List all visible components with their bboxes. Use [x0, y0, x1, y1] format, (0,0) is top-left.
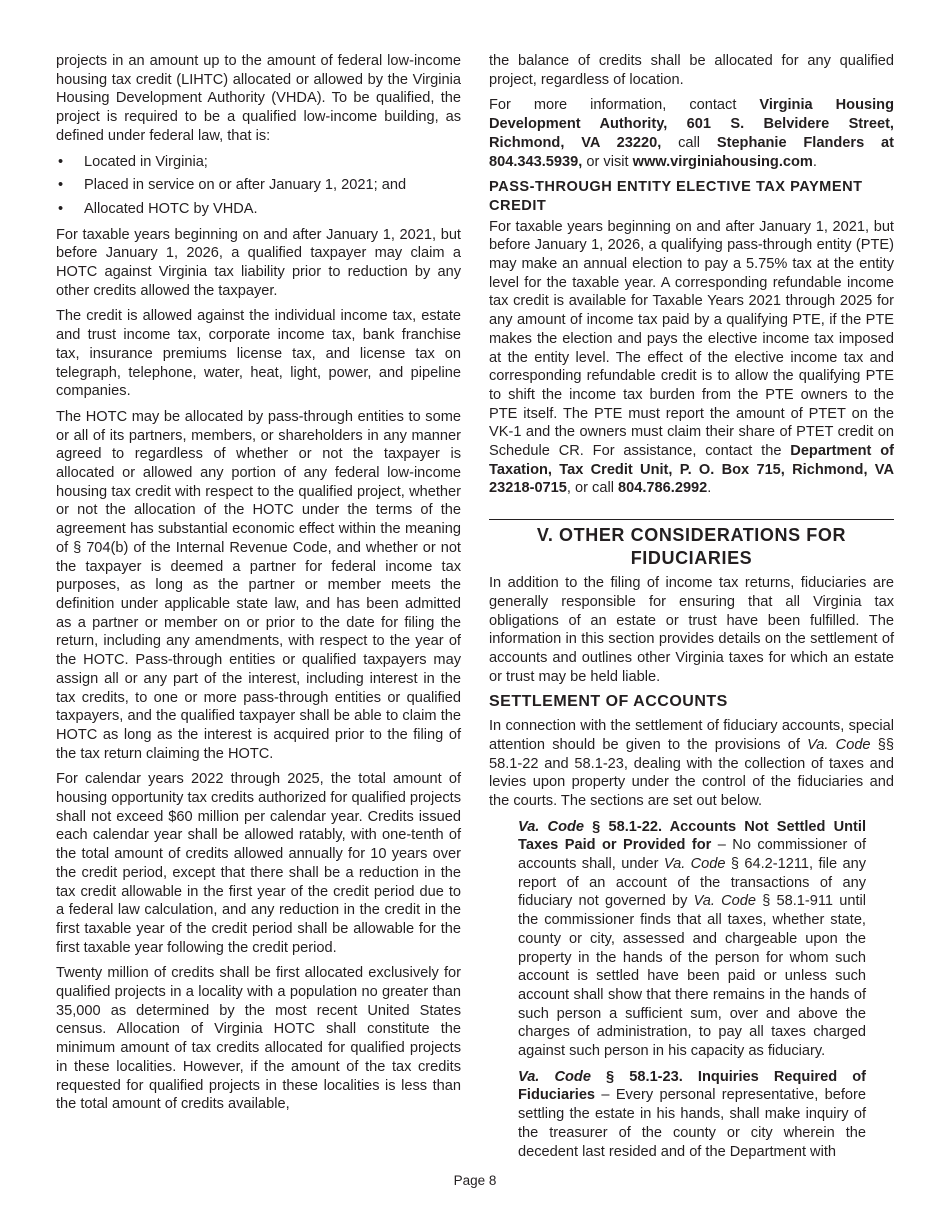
paragraph: For calendar years 2022 through 2025, the total amount of housing opportunity tax credits authorized for qualified projects shall not exceed $60 million per calendar year. Credits issued each calendar year shall be allowed ratably, with one-tenth of the total amount of credits allowed annually for 10 years over the credit period, except that there shall be a reduction in the tax credit allowable in the first year of the credit period due to a federal law calculation, and any reduction in the credit in the first taxable year of the credit period shall be allowable for the first taxable year following the credit period.	[56, 771, 461, 956]
tax-dept-address: Department of Taxation, Tax Credit Unit, P. O. Box 715, Richmond, VA 23218-0715	[489, 443, 894, 497]
contact-person: Stephanie Flanders at 804.343.5939,	[489, 134, 895, 170]
vhda-contact-paragraph: For more information, contact Virginia Housing Development Authority, 601 S. Belvidere Street, Richmond, VA 23220, call Stephanie Flanders at 804.343.5939, or visit www.virginiahousing.com.	[489, 97, 895, 170]
vhda-address: Virginia Housing Development Authority, 601 S. Belvidere Street, Richmond, VA 23220,	[489, 97, 894, 151]
paragraph: projects in an amount up to the amount of federal low-income housing tax credit (LIHTC) allocated or allowed by the Virginia Housing Development Authority (VHDA). To be qualified, the project is required to be a qualified low-income building, as defined under federal law, that is:	[56, 53, 461, 144]
list-item: • Placed in service on or after January 1, 2021; and	[56, 176, 461, 195]
ptet-paragraph: For taxable years beginning on and after January 1, 2021, but before January 1, 2026, a qualifying pass-through entity (PTE) may make an annual election to pay a 5.75% tax at the entity level for the taxable year. A corresponding refundable income tax credit is available for Taxable Years 2021 through 2025 for any amount of income tax paid by a qualifying PTE, if the PTE makes the election and pays the elective income tax imposed at the entity level. The effect of the elective income tax and corresponding refundable credit is to allow the qualifying PTE to shift the income tax burden from the PTE owners to the PTE itself. The PTE must report the amount of PTET on the VK-1 and the owners must claim their share of PTET credit on Schedule CR. For assistance, contact the Department of Taxation, Tax Credit Unit, P. O. Box 715, Richmond, VA 23218-0715, or call 804.786.2992.	[489, 218, 894, 497]
left-column	[56, 52, 461, 1121]
code-quote-58-1-22: Va. Code § 58.1-22. Accounts Not Settled Until Taxes Paid or Provided for – No commissioner of accounts shall, under Va. Code § 64.2-1211, file any report of an account of the transactions of any fiduciary not governed by Va. Code § 58.1-911 until the commissioner finds that all taxes, whether state, county or city, assessed and chargeable upon the property in the hands of the person for whom such account is settled have been paid or unless such account shall show that there remains in the hands of such person a sufficient sum, over and above the charges of administration, to pay all taxes charged against such person in his capacity as fiduciary.	[518, 818, 866, 1060]
website-link[interactable]: www.virginiahousing.com	[632, 153, 813, 170]
settlement-paragraph: In connection with the settlement of fiduciary accounts, special attention should be given to the provisions of Va. Code §§ 58.1-22 and 58.1-23, dealing with the collection of taxes and levies upon property under the control of the fiduciaries and the courts. The sections are set out below.	[489, 718, 894, 809]
section-title: V. OTHER CONSIDERATIONS FOR FIDUCIARIES	[489, 519, 894, 570]
right-column	[489, 52, 894, 1168]
code-quote-58-1-23: Va. Code § 58.1-23. Inquiries Required of Fiduciaries – Every personal representative, before settling the estate in his hands, shall make inquiry of the treasurer of the county or city wherein the decedent last resided and of the Department with	[518, 1068, 866, 1160]
ptet-heading: PASS-THROUGH ENTITY ELECTIVE TAX PAYMENT CREDIT	[489, 179, 863, 214]
paragraph: The credit is allowed against the individual income tax, estate and trust income tax, corporate income tax, bank franchise tax, insurance premiums license tax, and license tax on telegraph, telephone, water, heat, light, power, and pipeline companies.	[56, 308, 461, 400]
paragraph: the balance of credits shall be allocated for any qualified project, regardless of location.	[489, 53, 894, 88]
paragraph: For taxable years beginning on and after January 1, 2021, but before January 1, 2026, a qualified taxpayer may claim a HOTC against Virginia tax liability prior to reduction by any other credits allowed the taxpayer.	[56, 226, 461, 299]
paragraph: Twenty million of credits shall be first allocated exclusively for qualified projects in a locality with a population no greater than 35,000 as determined by the most recent United States census. Allocation of Virginia HOTC shall constitute the minimum amount of tax credits allocated for qualified projects in these localities. However, if the amount of the tax credits requested for qualified projects in these localities is less than the total amount of credits available,	[56, 965, 461, 1113]
list-item: • Located in Virginia;	[56, 153, 461, 172]
list-item: • Allocated HOTC by VHDA.	[56, 200, 461, 219]
bullet-list	[56, 153, 461, 219]
settlement-heading: SETTLEMENT OF ACCOUNTS	[489, 693, 728, 711]
page-number: Page 8	[453, 1173, 497, 1188]
paragraph: In addition to the filing of income tax returns, fiduciaries are generally responsible for ensuring that all Virginia tax obligations of an estate or trust have been fulfilled. The information in this section provides details on the settlement of accounts and outlines other Virginia taxes for which an estate or trust may be held liable.	[489, 575, 894, 685]
tax-dept-phone: 804.786.2992	[618, 480, 708, 497]
paragraph: The HOTC may be allocated by pass-through entities to some or all of its partners, members, or shareholders in any manner agreed to regardless of whether or not the taxpayer is allocated or allowed any portion of any federal low-income housing tax credit with respect to the qualified project, whether or not the allocation of the HOTC under the terms of the agreement has substantial economic effect within the meaning of § 704(b) of the Internal Revenue Code, and whether or not the taxpayer is deemed a partner for federal income tax purposes, as long as the partner or member meets the definition under applicable state law, and has been admitted as a partner or member on or prior to the date for filing the return, including any amendments, with respect to the year of the HOTC. Pass-through entities or qualified taxpayers may assign all or any part of the interest, including interest in the tax credits, to one or more pass-through entities or qualified taxpayers, and the qualified taxpayer shall be able to claim the HOTC as long as the interest is acquired prior to the filing of the tax return claiming the HOTC.	[56, 408, 461, 762]
